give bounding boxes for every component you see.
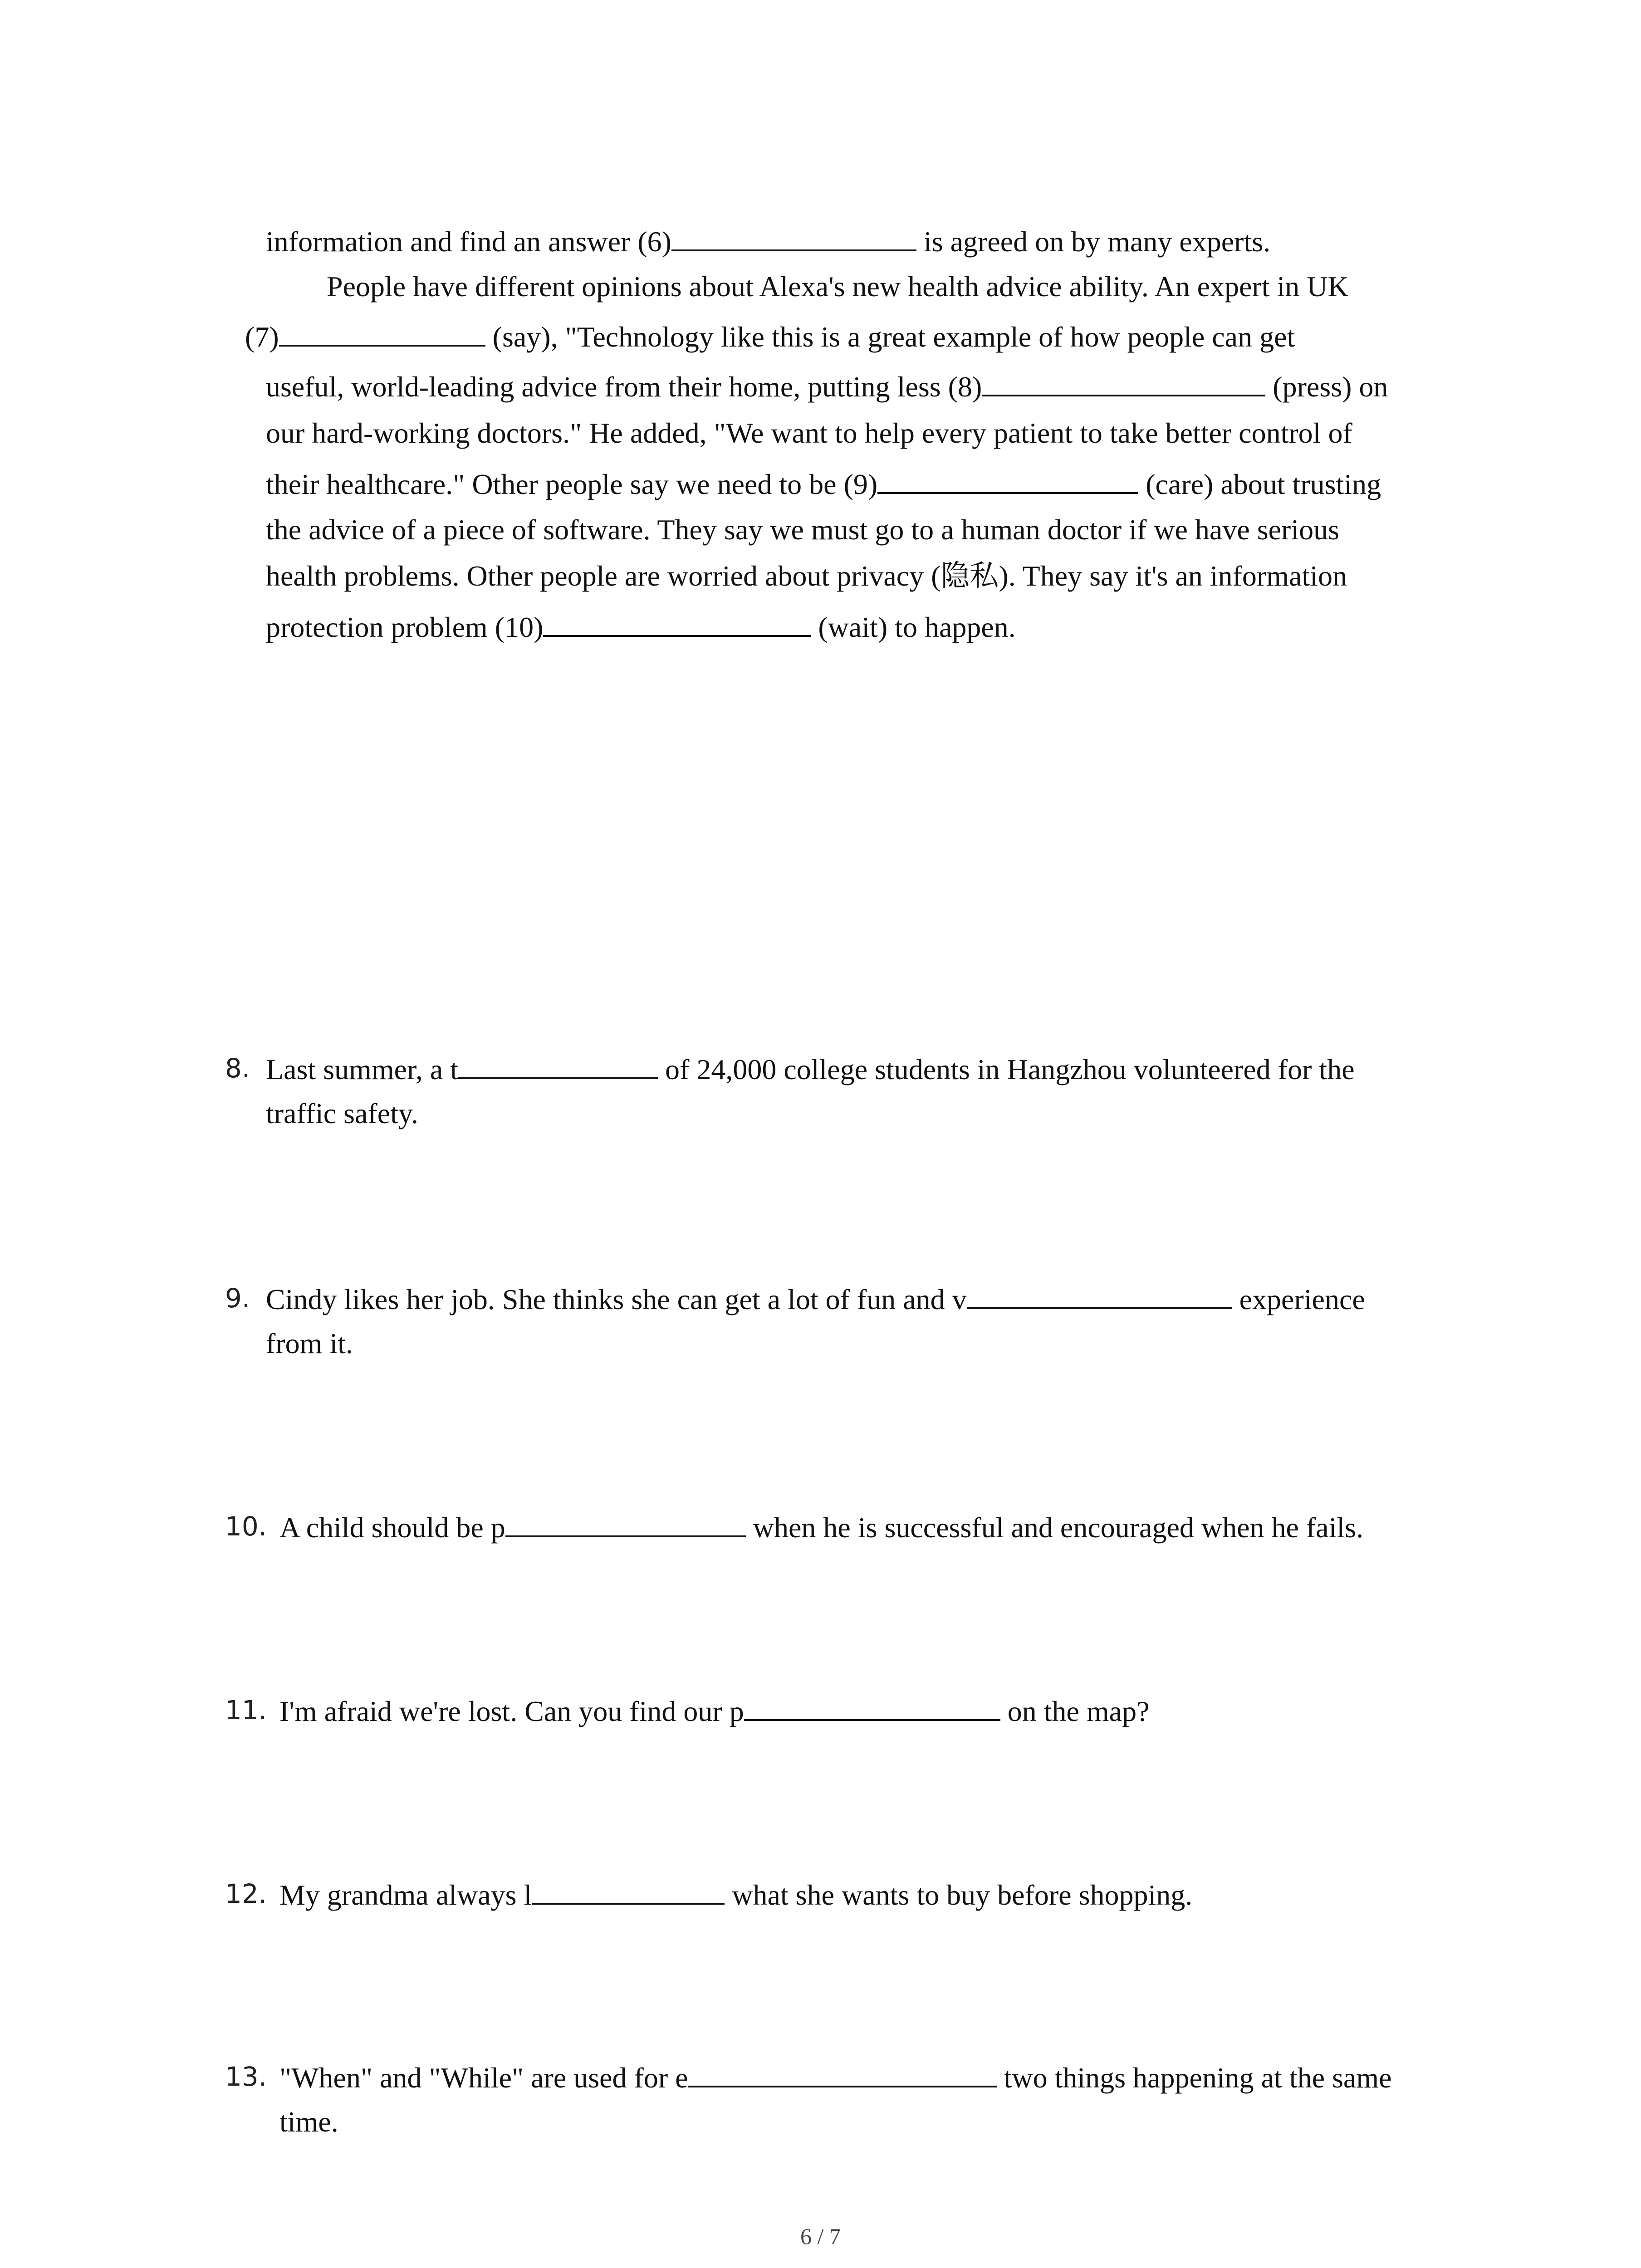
passage-text: their healthcare." Other people say we need to be (9) — [266, 468, 878, 500]
passage-text: (wait) to happen. — [811, 611, 1016, 643]
question-text: My grandma always l — [279, 1879, 532, 1911]
question-text: experience — [1232, 1283, 1365, 1315]
question-10-line-1 — [279, 1508, 1363, 1546]
passage-text: protection problem (10) — [266, 611, 544, 643]
passage-text: health problems. Other people are worried about privacy (隐私). They say it's an information — [266, 560, 1347, 592]
question-13-line-1 — [279, 2058, 1392, 2096]
question-text: traffic safety. — [266, 1097, 418, 1129]
question-number-9: 9. — [225, 1283, 250, 1314]
answer-blank-q10[interactable] — [505, 1508, 746, 1537]
question-text: what she wants to buy before shopping. — [725, 1879, 1193, 1911]
question-8-line-1 — [266, 1050, 1355, 1088]
question-text: of 24,000 college students in Hangzhou volunteered for the — [658, 1053, 1355, 1085]
answer-blank-q13[interactable] — [688, 2058, 997, 2087]
passage-text: useful, world-leading advice from their home, putting less (8) — [266, 371, 982, 403]
question-text: Cindy likes her job. She thinks she can get a lot of fun and v — [266, 1283, 967, 1315]
passage-line-4 — [266, 367, 1388, 405]
answer-blank-6[interactable] — [671, 222, 916, 251]
passage-text: the advice of a piece of software. They say we must go to a human doctor if we have serious — [266, 513, 1340, 546]
question-number-11: 11. — [225, 1695, 267, 1725]
answer-blank-q12[interactable] — [532, 1876, 725, 1905]
question-11-line-1 — [279, 1692, 1149, 1730]
answer-blank-9[interactable] — [877, 465, 1138, 494]
question-13-line-2 — [279, 2104, 338, 2140]
answer-blank-7[interactable] — [279, 318, 485, 347]
question-9-line-1 — [266, 1280, 1365, 1318]
passage-text: (7) — [245, 321, 279, 353]
question-text: time. — [279, 2106, 338, 2138]
passage-text: (care) about trusting — [1138, 468, 1381, 500]
passage-line-7 — [266, 512, 1339, 548]
passage-text: information and find an answer (6) — [266, 225, 671, 258]
question-number-10: 10. — [225, 1511, 267, 1542]
question-text: on the map? — [1000, 1695, 1150, 1727]
question-number-12: 12. — [225, 1878, 267, 1909]
question-number-13: 13. — [225, 2061, 267, 2092]
question-text: from it. — [266, 1327, 353, 1359]
answer-blank-8[interactable] — [982, 367, 1265, 396]
passage-text: (say), "Technology like this is a great example of how people can get — [485, 321, 1295, 353]
passage-line-1 — [266, 222, 1270, 260]
question-12-line-1 — [279, 1876, 1192, 1913]
passage-text: our hard-working doctors." He added, "We want to help every patient to take better control of — [266, 417, 1352, 449]
question-text: Last summer, a t — [266, 1053, 458, 1085]
question-text: "When" and "While" are used for e — [279, 2062, 688, 2094]
question-8-line-2 — [266, 1095, 418, 1132]
question-text: I'm afraid we're lost. Can you find our p — [279, 1695, 744, 1727]
passage-line-6 — [266, 465, 1381, 503]
question-9-line-2 — [266, 1325, 353, 1362]
passage-line-5 — [266, 415, 1352, 451]
answer-blank-10[interactable] — [543, 608, 811, 637]
question-text: when he is successful and encouraged when he fails. — [745, 1511, 1364, 1544]
answer-blank-q11[interactable] — [744, 1692, 1000, 1721]
question-number-8: 8. — [225, 1053, 250, 1084]
answer-blank-q8[interactable] — [458, 1050, 658, 1079]
passage-line-2 — [327, 269, 1349, 305]
passage-text: People have different opinions about Alexa's new health advice ability. An expert in UK — [327, 270, 1349, 303]
passage-line-8 — [266, 558, 1347, 594]
passage-line-3 — [245, 318, 1295, 355]
question-text: A child should be p — [279, 1511, 505, 1544]
passage-text: is agreed on by many experts. — [916, 225, 1271, 258]
passage-line-9 — [266, 608, 1016, 645]
answer-blank-q9[interactable] — [967, 1280, 1232, 1309]
question-text: two things happening at the same — [996, 2062, 1392, 2094]
passage-text: (press) on — [1265, 371, 1388, 403]
page-number: 6 / 7 — [800, 2224, 841, 2249]
